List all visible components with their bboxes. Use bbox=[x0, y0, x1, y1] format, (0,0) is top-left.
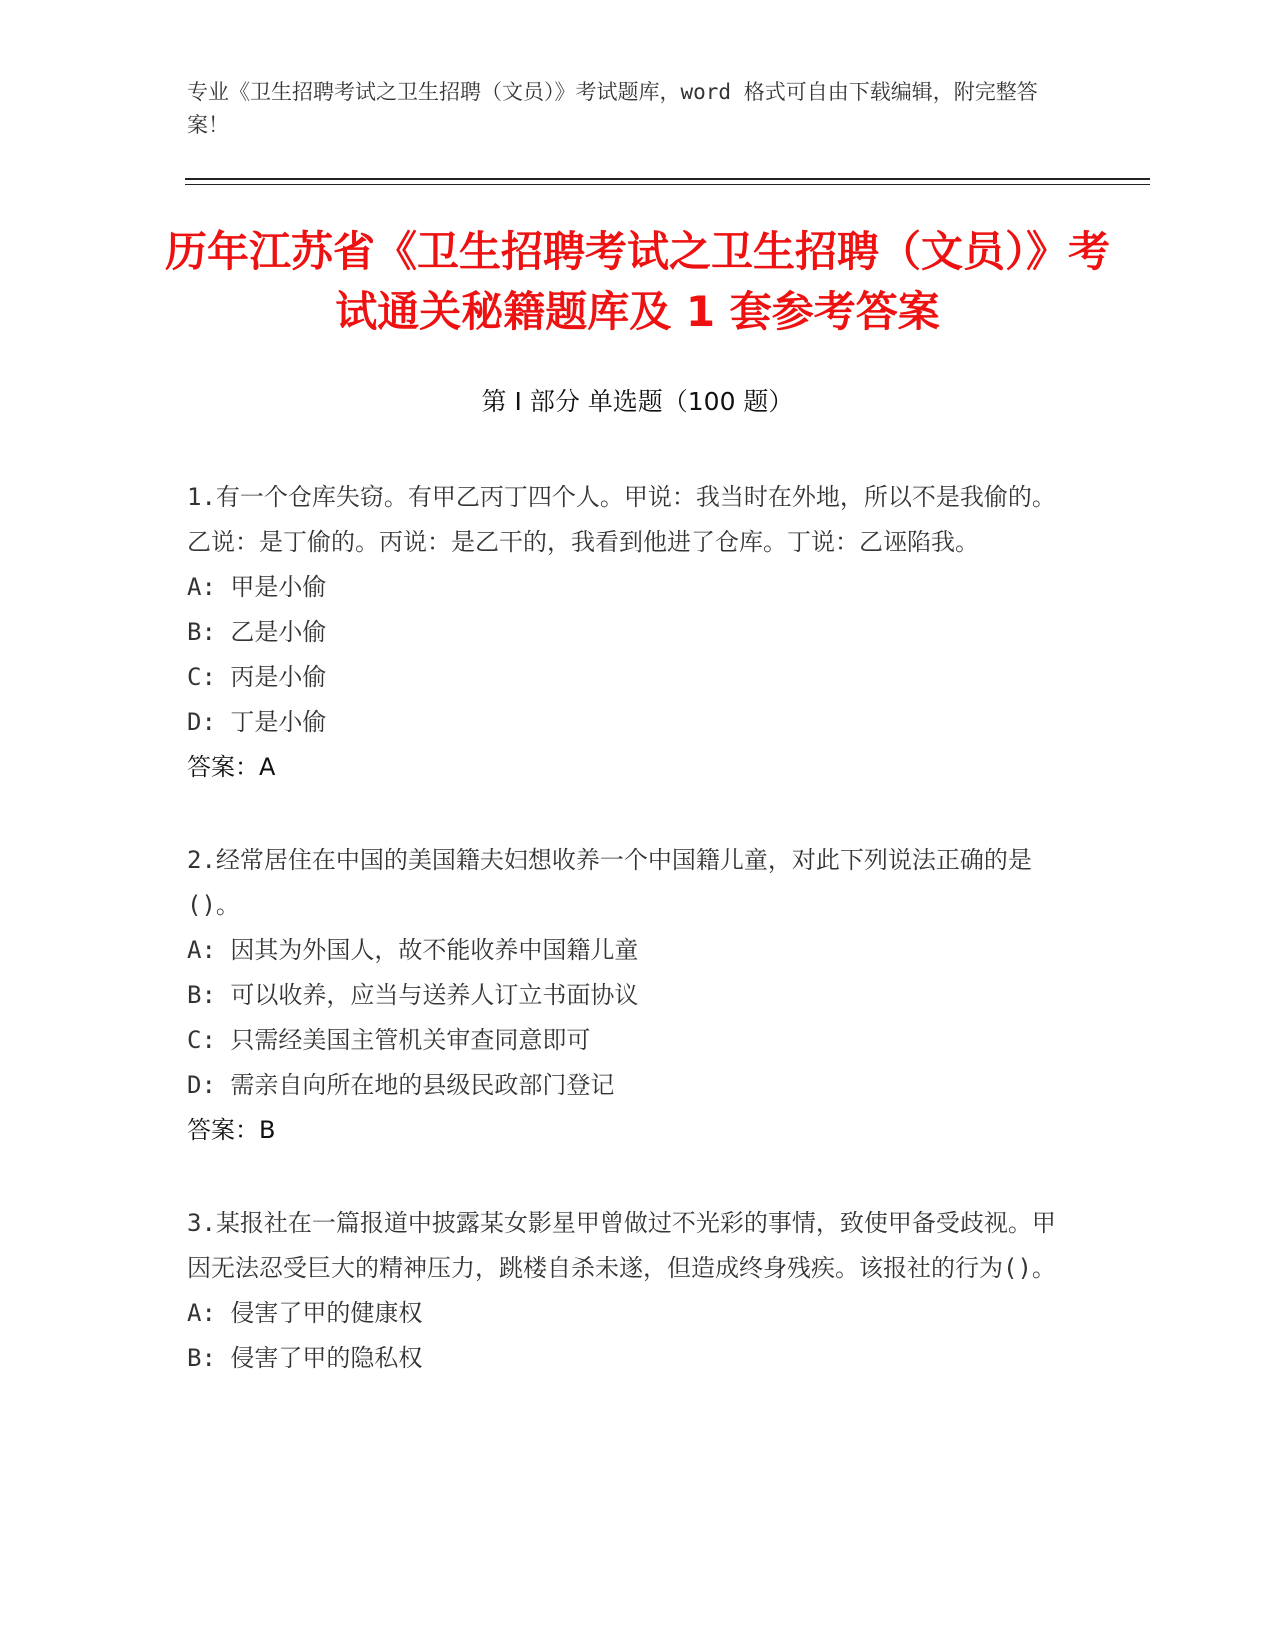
option-b: B: 侵害了甲的隐私权 bbox=[187, 1344, 423, 1372]
header-divider-thin bbox=[185, 184, 1150, 185]
question-item bbox=[187, 475, 1067, 790]
question-stem: 2.经常居住在中国的美国籍夫妇想收养一个中国籍儿童，对此下列说法正确的是()。 bbox=[187, 846, 1032, 919]
option-c: C: 丙是小偷 bbox=[187, 663, 327, 691]
option-b: B: 乙是小偷 bbox=[187, 618, 327, 646]
option-d: D: 丁是小偷 bbox=[187, 708, 327, 736]
question-list bbox=[187, 475, 1067, 1429]
header-divider-thick bbox=[185, 178, 1150, 180]
option-b: B: 可以收养，应当与送养人订立书面协议 bbox=[187, 981, 639, 1009]
question-stem: 1.有一个仓库失窃。有甲乙丙丁四个人。甲说：我当时在外地，所以不是我偷的。乙说：是丁偷的。丙说：是乙干的，我看到他进了仓库。丁说：乙诬陷我。 bbox=[187, 483, 1056, 556]
option-a: A: 因其为外国人，故不能收养中国籍儿童 bbox=[187, 936, 639, 964]
answer-label: 答案：B bbox=[187, 1116, 276, 1144]
option-d: D: 需亲自向所在地的县级民政部门登记 bbox=[187, 1071, 615, 1099]
document-title: 历年江苏省《卫生招聘考试之卫生招聘（文员）》考试通关秘籍题库及 1 套参考答案 bbox=[164, 227, 1110, 336]
question-item bbox=[187, 838, 1067, 1153]
header-note: 专业《卫生招聘考试之卫生招聘（文员）》考试题库，word 格式可自由下载编辑，附完整答案！ bbox=[187, 80, 1038, 137]
section-heading: 第 I 部分 单选题（100 题） bbox=[481, 387, 794, 416]
answer-label: 答案：A bbox=[187, 753, 276, 781]
question-stem: 3.某报社在一篇报道中披露某女影星甲曾做过不光彩的事情，致使甲备受歧视。甲因无法忍受巨大的精神压力，跳楼自杀未遂，但造成终身残疾。该报社的行为()。 bbox=[187, 1209, 1056, 1282]
question-item bbox=[187, 1201, 1067, 1381]
option-a: A: 甲是小偷 bbox=[187, 573, 327, 601]
option-c: C: 只需经美国主管机关审查同意即可 bbox=[187, 1026, 591, 1054]
option-a: A: 侵害了甲的健康权 bbox=[187, 1299, 423, 1327]
